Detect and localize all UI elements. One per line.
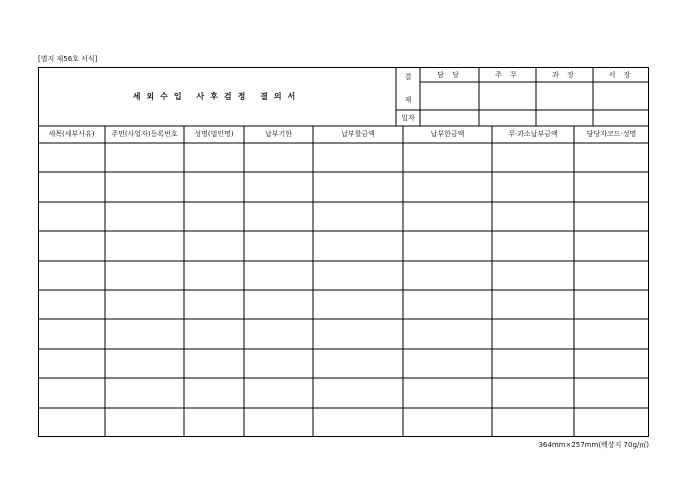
form-title: 세외수입 사후검정 결의서 [132, 92, 302, 101]
form-number-label: [별지 제56호 서식] [38, 55, 98, 63]
column-header-name: 성명(법인명) [194, 130, 234, 138]
approval-label-bottom: 재 [404, 96, 412, 104]
column-header-due-date: 납부기한 [264, 130, 293, 138]
column-header-underpaid-amount: 무·과소납부금액 [508, 130, 558, 138]
approval-header-section-head: 과 장 [552, 71, 577, 79]
approval-header-staff: 담 당 [437, 71, 462, 79]
approval-date-label: 일자 [401, 114, 415, 122]
column-header-amount-paid: 납부한금액 [430, 130, 465, 138]
paper-size-note: 364mm×257mm(백상지 70g/㎡) [538, 441, 649, 449]
column-header-tax-item: 세목(세부사유) [48, 130, 95, 138]
approval-label-top: 결 [404, 73, 412, 81]
approval-header-director: 서 장 [608, 71, 634, 79]
column-header-amount-due: 납부할금액 [341, 130, 375, 138]
column-header-officer-code: 담당자코드·성명 [586, 130, 637, 138]
approval-header-chief: 주 무 [495, 71, 520, 79]
column-header-registration-number: 주민(사업자)등록번호 [111, 130, 178, 138]
